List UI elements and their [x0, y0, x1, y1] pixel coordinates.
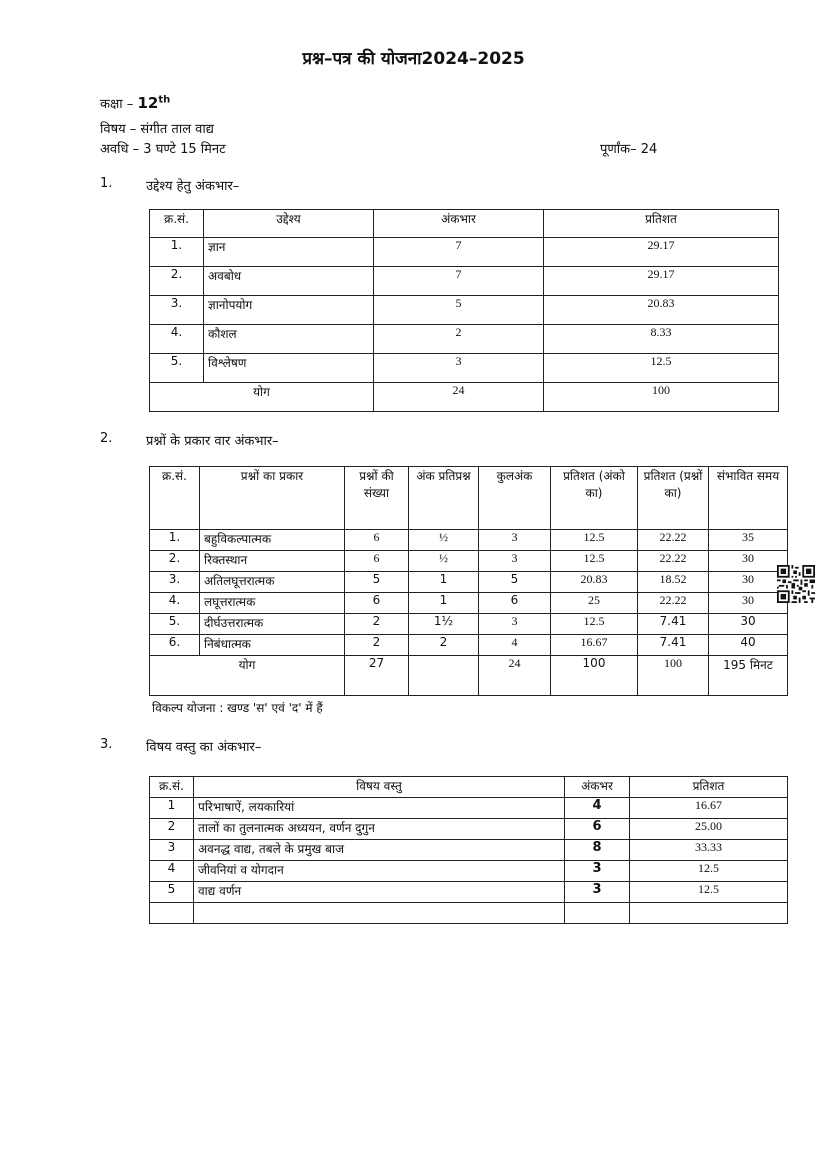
header-cell: प्रश्नों की संख्या: [345, 467, 409, 530]
table-row: [150, 819, 788, 840]
cell: 1.: [150, 238, 204, 267]
section-number: 1.: [100, 176, 113, 191]
class-value: 12: [137, 94, 159, 112]
cell: 16.67: [630, 798, 788, 819]
cell: लघूत्तरात्मक: [200, 593, 345, 614]
section-title: विषय वस्तु का अंकभार–: [146, 740, 262, 755]
cell: 2: [374, 325, 544, 354]
section-title: प्रश्नों के प्रकार वार अंकभार–: [146, 434, 279, 449]
cell: अवनद्ध वाद्य, तबले के प्रमुख बाज: [194, 840, 565, 861]
cell: 6: [345, 530, 409, 551]
cell: 35: [709, 530, 788, 551]
cell: 4: [479, 635, 551, 656]
cell: परिभाषाऐं, लयकारियां: [194, 798, 565, 819]
cell: 5: [479, 572, 551, 593]
cell: विश्लेषण: [204, 354, 374, 383]
cell: 7.41: [638, 635, 709, 656]
cell: वाद्य वर्णन: [194, 882, 565, 903]
table-row: [150, 238, 779, 267]
class-label: कक्षा –: [100, 97, 134, 112]
cell: 2.: [150, 267, 204, 296]
cell: 33.33: [630, 840, 788, 861]
header-cell: क्र.सं.: [150, 467, 200, 530]
qr-code-icon: [777, 565, 815, 603]
cell: 30: [709, 551, 788, 572]
option-note: विकल्प योजना : खण्ड 'स' एवं 'द' में हैं: [152, 701, 323, 715]
cell: 22.22: [638, 593, 709, 614]
table-row: [150, 530, 788, 551]
cell: 8: [565, 840, 630, 861]
table-row: [150, 861, 788, 882]
table-row: [150, 551, 788, 572]
cell: 2: [150, 819, 194, 840]
content-table: [149, 776, 788, 924]
cell: 12.5: [551, 530, 638, 551]
cell: बहुविकल्पात्मक: [200, 530, 345, 551]
table-header-row: [150, 210, 779, 238]
header-cell: कुलअंक: [479, 467, 551, 530]
cell: तालों का तुलनात्मक अध्ययन, वर्णन दुगुन: [194, 819, 565, 840]
cell: 6.: [150, 635, 200, 656]
cell: 20.83: [551, 572, 638, 593]
cell: निबंधात्मक: [200, 635, 345, 656]
cell: [630, 903, 788, 924]
table-row: [150, 882, 788, 903]
header-cell: अंक प्रतिप्रश्न: [409, 467, 479, 530]
cell: 4.: [150, 593, 200, 614]
table-row: [150, 635, 788, 656]
cell: 3: [479, 530, 551, 551]
cell: 6: [479, 593, 551, 614]
table-row: [150, 296, 779, 325]
question-type-table: [149, 466, 788, 696]
total-marks: पूर्णांक– 24: [600, 142, 658, 157]
cell: [150, 903, 194, 924]
cell: 30: [709, 593, 788, 614]
cell: 7: [374, 267, 544, 296]
objective-table: [149, 209, 779, 412]
section3-heading: [100, 737, 500, 755]
cell: 12.5: [630, 882, 788, 903]
cell: 3.: [150, 296, 204, 325]
header-cell: प्रतिशत (प्रश्नों का): [638, 467, 709, 530]
header-cell: अंकभर: [565, 777, 630, 798]
cell: 20.83: [544, 296, 779, 325]
section2-heading: [100, 431, 500, 449]
cell: कौशल: [204, 325, 374, 354]
header-cell: संभावित समय: [709, 467, 788, 530]
cell: 22.22: [638, 551, 709, 572]
header-cell: प्रतिशत: [544, 210, 779, 238]
cell: 16.67: [551, 635, 638, 656]
header-cell: क्र.सं.: [150, 210, 204, 238]
table-total-row: [150, 383, 779, 412]
cell: 2: [345, 614, 409, 635]
cell: 3: [479, 614, 551, 635]
duration-line: अवधि – 3 घण्टे 15 मिनट: [100, 142, 226, 157]
table-row: [150, 267, 779, 296]
cell: 100: [544, 383, 779, 412]
section-number: 3.: [100, 737, 113, 752]
table-header-row: [150, 467, 788, 530]
table-total-row: [150, 656, 788, 696]
class-sup: th: [158, 94, 171, 106]
cell: 3: [565, 882, 630, 903]
cell: 4: [565, 798, 630, 819]
cell: 29.17: [544, 267, 779, 296]
cell: 2: [345, 635, 409, 656]
cell: 3: [479, 551, 551, 572]
table-row: [150, 325, 779, 354]
cell: 1: [150, 798, 194, 819]
cell: 5: [345, 572, 409, 593]
cell: 18.52: [638, 572, 709, 593]
cell: 30: [709, 614, 788, 635]
header-cell: प्रतिशत (अंको का): [551, 467, 638, 530]
section-number: 2.: [100, 431, 113, 446]
cell: 30: [709, 572, 788, 593]
cell: 3: [150, 840, 194, 861]
table-row: [150, 840, 788, 861]
cell: रिक्तस्थान: [200, 551, 345, 572]
section-title: उद्देश्य हेतु अंकभार–: [146, 179, 240, 194]
cell: 12.5: [630, 861, 788, 882]
table-empty-row: [150, 903, 788, 924]
cell: दीर्घउत्तरात्मक: [200, 614, 345, 635]
table-header-row: [150, 777, 788, 798]
header-cell: अंकभार: [374, 210, 544, 238]
cell: 6: [565, 819, 630, 840]
cell: 27: [345, 656, 409, 696]
cell: 4.: [150, 325, 204, 354]
cell: ½: [409, 530, 479, 551]
cell: 2.: [150, 551, 200, 572]
cell: 1: [409, 593, 479, 614]
cell: 3: [565, 861, 630, 882]
cell: 100: [551, 656, 638, 696]
header-cell: प्रतिशत: [630, 777, 788, 798]
cell: 5.: [150, 354, 204, 383]
cell: अतिलघूत्तरात्मक: [200, 572, 345, 593]
cell: 7.41: [638, 614, 709, 635]
header-cell: विषय वस्तु: [194, 777, 565, 798]
cell: 3.: [150, 572, 200, 593]
cell: [409, 656, 479, 696]
table-row: [150, 798, 788, 819]
cell: 7: [374, 238, 544, 267]
cell: 29.17: [544, 238, 779, 267]
cell: 1½: [409, 614, 479, 635]
table-row: [150, 593, 788, 614]
cell: 24: [374, 383, 544, 412]
cell: 3: [374, 354, 544, 383]
cell: 1.: [150, 530, 200, 551]
table-row: [150, 572, 788, 593]
cell: 12.5: [544, 354, 779, 383]
cell: 5: [374, 296, 544, 325]
section1-heading: [100, 176, 500, 194]
cell: 5: [150, 882, 194, 903]
cell: 1: [409, 572, 479, 593]
cell: 6: [345, 593, 409, 614]
cell: 22.22: [638, 530, 709, 551]
cell: योग: [150, 656, 345, 696]
cell: योग: [150, 383, 374, 412]
cell: 100: [638, 656, 709, 696]
cell: [565, 903, 630, 924]
cell: 25: [551, 593, 638, 614]
cell: ज्ञानोपयोग: [204, 296, 374, 325]
cell: 40: [709, 635, 788, 656]
header-cell: उद्देश्य: [204, 210, 374, 238]
cell: 2: [409, 635, 479, 656]
page-title: प्रश्न–पत्र की योजना2024–2025: [302, 49, 525, 69]
class-line: [100, 94, 170, 112]
cell: 24: [479, 656, 551, 696]
header-cell: प्रश्नों का प्रकार: [200, 467, 345, 530]
cell: 25.00: [630, 819, 788, 840]
cell: ज्ञान: [204, 238, 374, 267]
cell: 195 मिनट: [709, 656, 788, 696]
cell: जीवनियां व योगदान: [194, 861, 565, 882]
header-cell: क्र.सं.: [150, 777, 194, 798]
cell: 6: [345, 551, 409, 572]
cell: 12.5: [551, 551, 638, 572]
cell: अवबोध: [204, 267, 374, 296]
table-row: [150, 354, 779, 383]
cell: 5.: [150, 614, 200, 635]
cell: 4: [150, 861, 194, 882]
cell: ½: [409, 551, 479, 572]
cell: 8.33: [544, 325, 779, 354]
cell: [194, 903, 565, 924]
table-row: [150, 614, 788, 635]
subject-line: विषय – संगीत ताल वाद्य: [100, 122, 214, 137]
cell: 12.5: [551, 614, 638, 635]
